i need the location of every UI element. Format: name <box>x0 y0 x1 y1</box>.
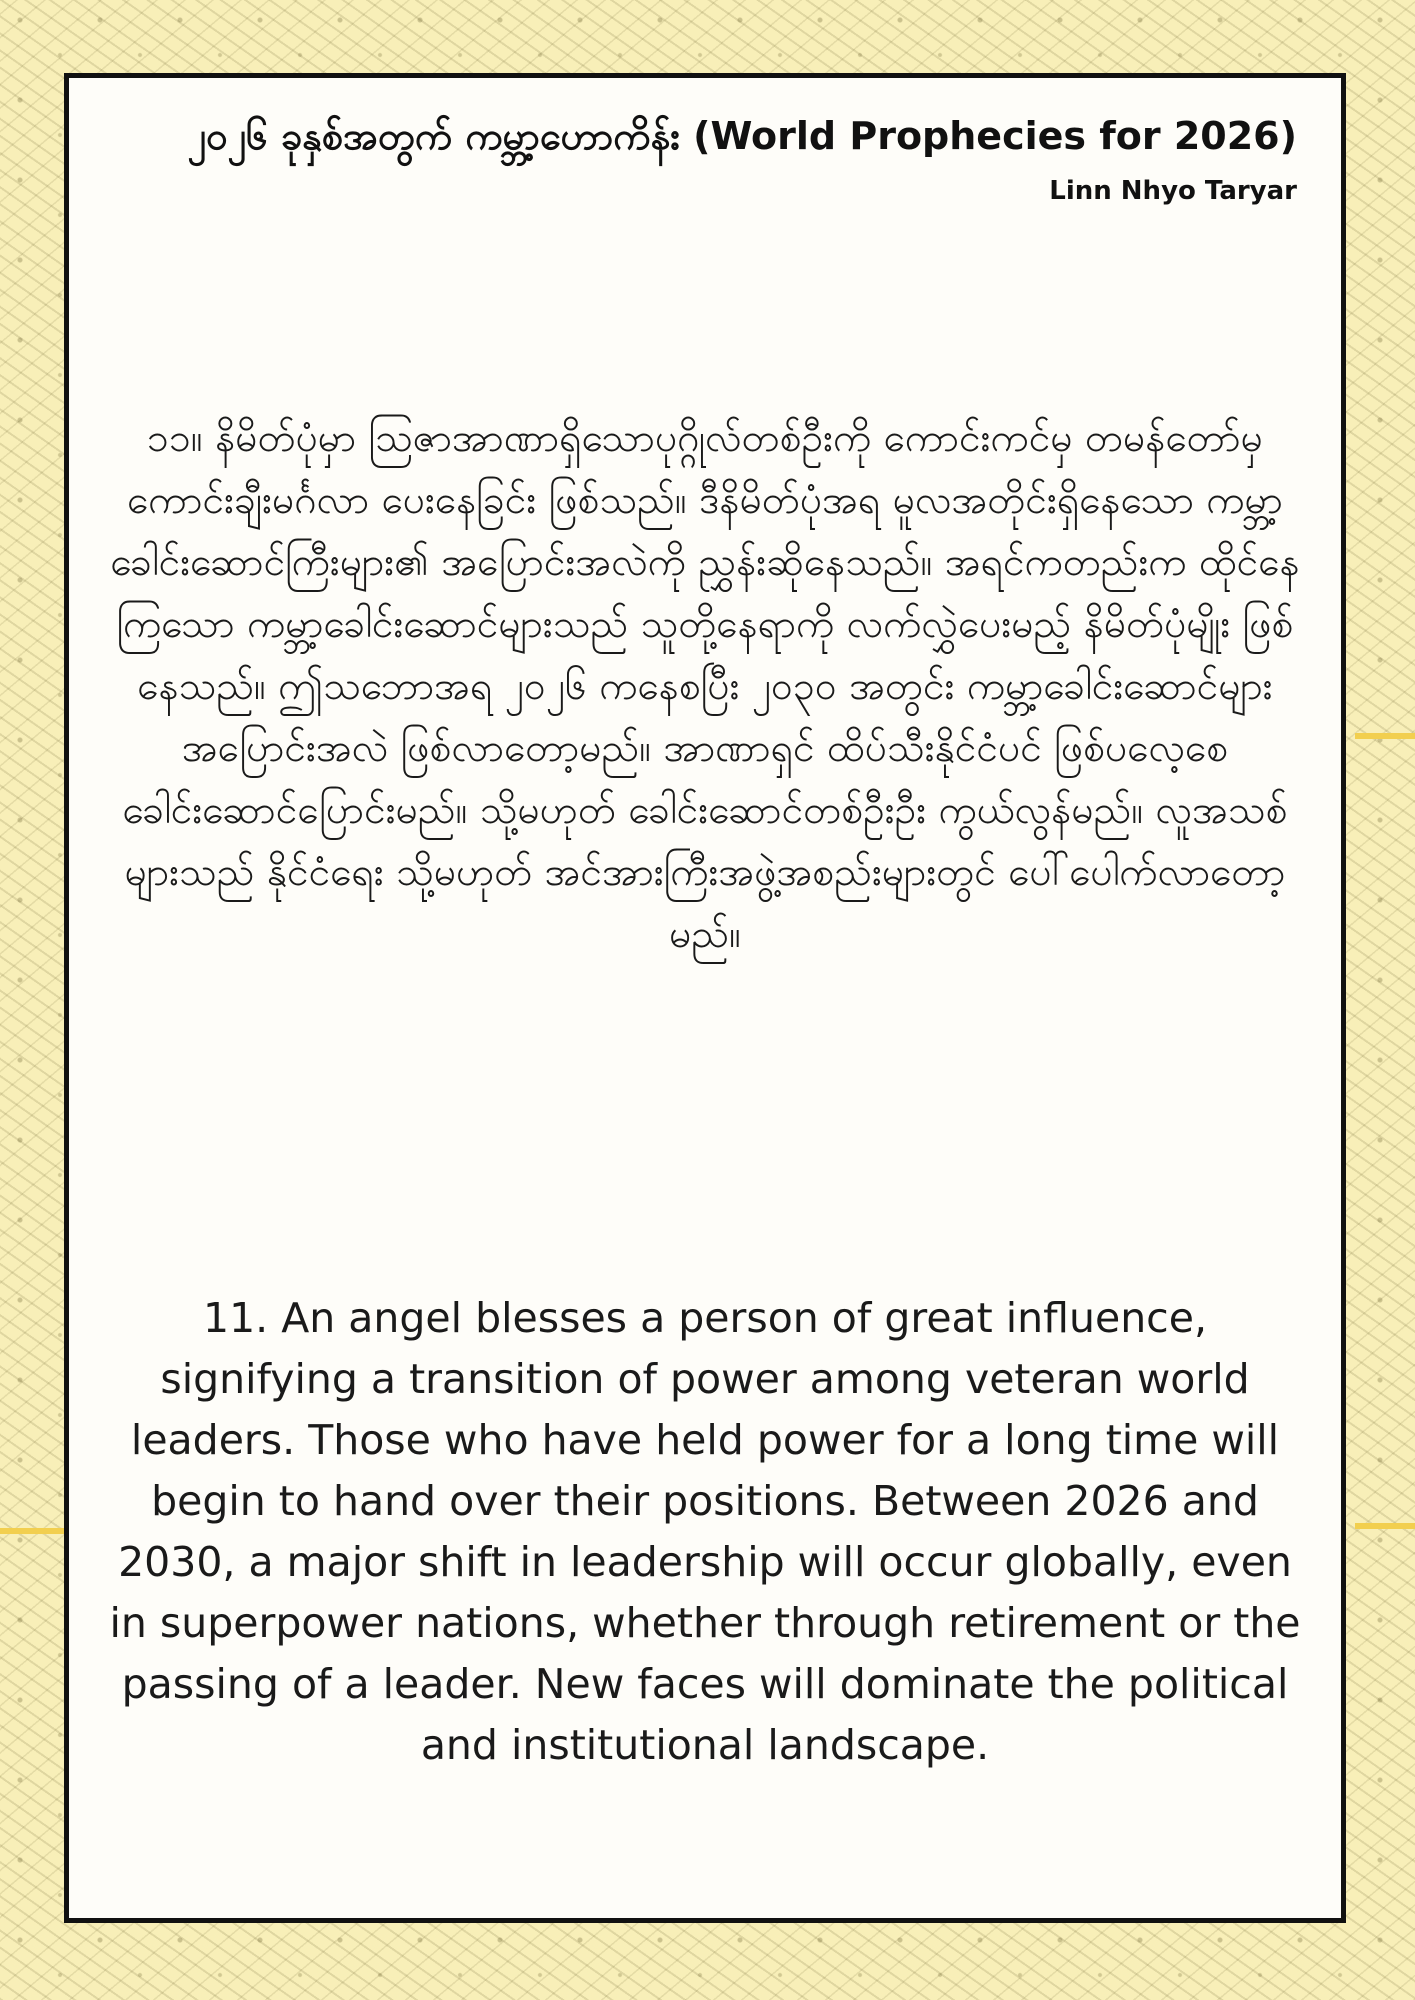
prophecy-card <box>64 73 1346 1923</box>
accent-stripe-left <box>0 1528 66 1534</box>
myanmar-paragraph: ၁၁။ နိမိတ်ပုံမှာ သြဇာအာဏာရှိသောပုဂ္ဂိုလ်တစ်ဦးကို ကောင်းကင်မှ တမန်တော်မှ ကောင်းချီးမင်္ဂလာ ပေးနေခြင်း ဖြစ်သည်။ ဒီနိမိတ်ပုံအရ မူလအတိုင်းရှိနေသော ကမ္ဘာ့ခေါင်းဆောင်ကြီးများ၏ အပြောင်းအလဲကို ညွှန်းဆိုနေသည်။ အရင်ကတည်းက ထိုင်နေကြသော ကမ္ဘာ့ခေါင်းဆောင်များသည် သူတို့နေရာကို လက်လွှဲပေးမည့် နိမိတ်ပုံမျိုး ဖြစ်နေသည်။ ဤသဘောအရ ၂၀၂၆ ကနေစပြီး ၂၀၃၀ အတွင်း ကမ္ဘာ့ခေါင်းဆောင်များ အပြောင်းအလဲ ဖြစ်လာတော့မည်။ အာဏာရှင် ထိပ်သီးနိုင်ငံပင် ဖြစ်ပလေ့စေ ခေါင်းဆောင်ပြောင်းမည်။ သို့မဟုတ် ခေါင်းဆောင်တစ်ဦးဦး ကွယ်လွန်မည်။ လူအသစ်များသည် နိုင်ငံရေး သို့မဟုတ် အင်အားကြီးအဖွဲ့အစည်းများတွင် ပေါ်ပေါက်လာတော့မည်။ <box>110 416 1300 957</box>
page-title: ၂၀၂၆ ခုနှစ်အတွက် ကမ္ဘာ့ဟောကိန်း (World Prophecies for 2026) <box>187 114 1297 158</box>
accent-stripe-right-lower <box>1355 1523 1415 1529</box>
accent-stripe-right <box>1355 733 1415 739</box>
author-name: Linn Nhyo Taryar <box>1049 176 1297 206</box>
english-paragraph: 11. An angel blesses a person of great influence, signifying a transition of power among veteran world leaders. Those who have held power for a long time will begin to hand over their positions. Between 2026 and 2030, a major shift in leadership will occur globally, even in superpower nations, whether through retirement or the passing of a leader. New faces will dominate the political and institutional landscape. <box>109 1294 1301 1769</box>
